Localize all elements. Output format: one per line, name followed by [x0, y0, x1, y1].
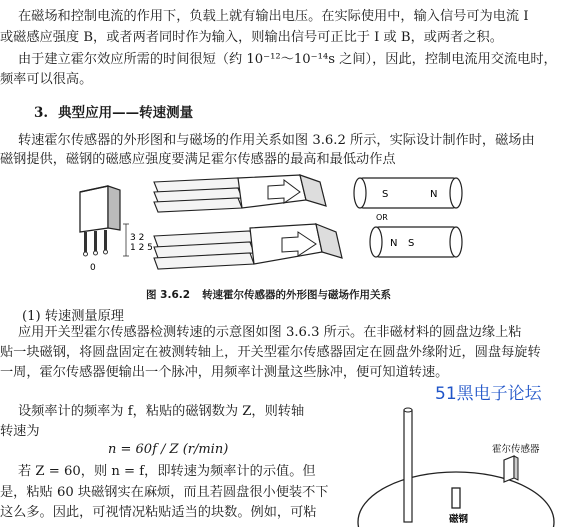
- para1-line-3: 由于建立霍尔效应所需的时间很短（约 10⁻¹²～10⁻¹⁴s 之间），因此，控制电流用交流电时，: [18, 52, 557, 67]
- section-number: 3.: [34, 105, 49, 121]
- figure-number: 图 3.6.2: [146, 289, 191, 301]
- para5-line-2: 是，粘贴 60 块磁钢实在麻烦，而且若圆盘很小便装不下: [0, 485, 329, 500]
- para4-line-2: 转速为: [0, 424, 40, 439]
- para2-line-2: 磁钢提供，磁钢的磁感应强度要满足霍尔传感器的最高和最低动作点: [0, 152, 396, 167]
- rotating-disk-figure: [356, 400, 567, 527]
- para3-line-2: 贴一块磁钢，将圆盘固定在被测转轴上，开关型霍尔传感器固定在圆盘外缘附近，圆盘每旋转: [0, 345, 541, 360]
- speed-formula: n = 60f / Z (r/min): [108, 442, 229, 457]
- sensor-outline-figure: [66, 184, 156, 276]
- para1-line-2: 或磁感应强度 B，或者两者同时作为输入，则输出信号可正比于 I 或 B，或两者之积。: [0, 30, 503, 45]
- pin-label: 0: [90, 263, 96, 273]
- hall-sensor-label: 霍尔传感器: [492, 444, 540, 455]
- para5-line-3: 这么多。因此，可视情况粘贴适当的块数。例如，可粘: [0, 505, 317, 520]
- section-title: 典型应用——转速测量: [58, 105, 194, 121]
- magnet-top-s: S: [382, 189, 389, 200]
- magnet-top-n: N: [430, 189, 438, 200]
- magnet-label: 磁钢: [449, 514, 469, 525]
- figure-caption: [146, 287, 391, 302]
- para1-line-4: 频率可以很高。: [0, 72, 93, 87]
- section-heading: [34, 101, 193, 121]
- magnet-interaction-figure: [150, 172, 470, 280]
- para5-line-1: 若 Z = 60，则 n = f，即转速为频率计的示值。但: [18, 464, 316, 479]
- site-watermark: 51黑电子论坛: [435, 384, 542, 404]
- para1-line-1: 在磁场和控制电流的作用下，负载上就有输出电压。在实际使用中，输入信号可为电流 I: [18, 9, 529, 24]
- para3-line-1: 应用开关型霍尔传感器检测转速的示意图如图 3.6.3 所示。在非磁材料的圆盘边缘上粘: [18, 325, 522, 340]
- subheading: (1) 转速测量原理: [22, 309, 124, 324]
- para3-line-3: 一周，霍尔传感器便输出一个脉冲，用频率计测量这些脉冲，便可知道转速。: [0, 365, 449, 380]
- para2-line-1: 转速霍尔传感器的外形图和与磁场的作用关系如图 3.6.2 所示，实际设计制作时，磁场由: [18, 133, 535, 148]
- magnet-bottom-s: S: [408, 238, 415, 249]
- magnet-bottom-n: N: [390, 238, 398, 249]
- dim-label-1: 3 2: [130, 233, 145, 243]
- para4-line-1: 设频率计的频率为 f，粘贴的磁钢数为 Z，则转轴: [18, 404, 305, 419]
- figure-caption-text: 转速霍尔传感器的外形图与磁场作用关系: [202, 289, 392, 301]
- or-label: OR: [376, 213, 388, 222]
- dim-label-2: 1 2 5: [130, 243, 153, 253]
